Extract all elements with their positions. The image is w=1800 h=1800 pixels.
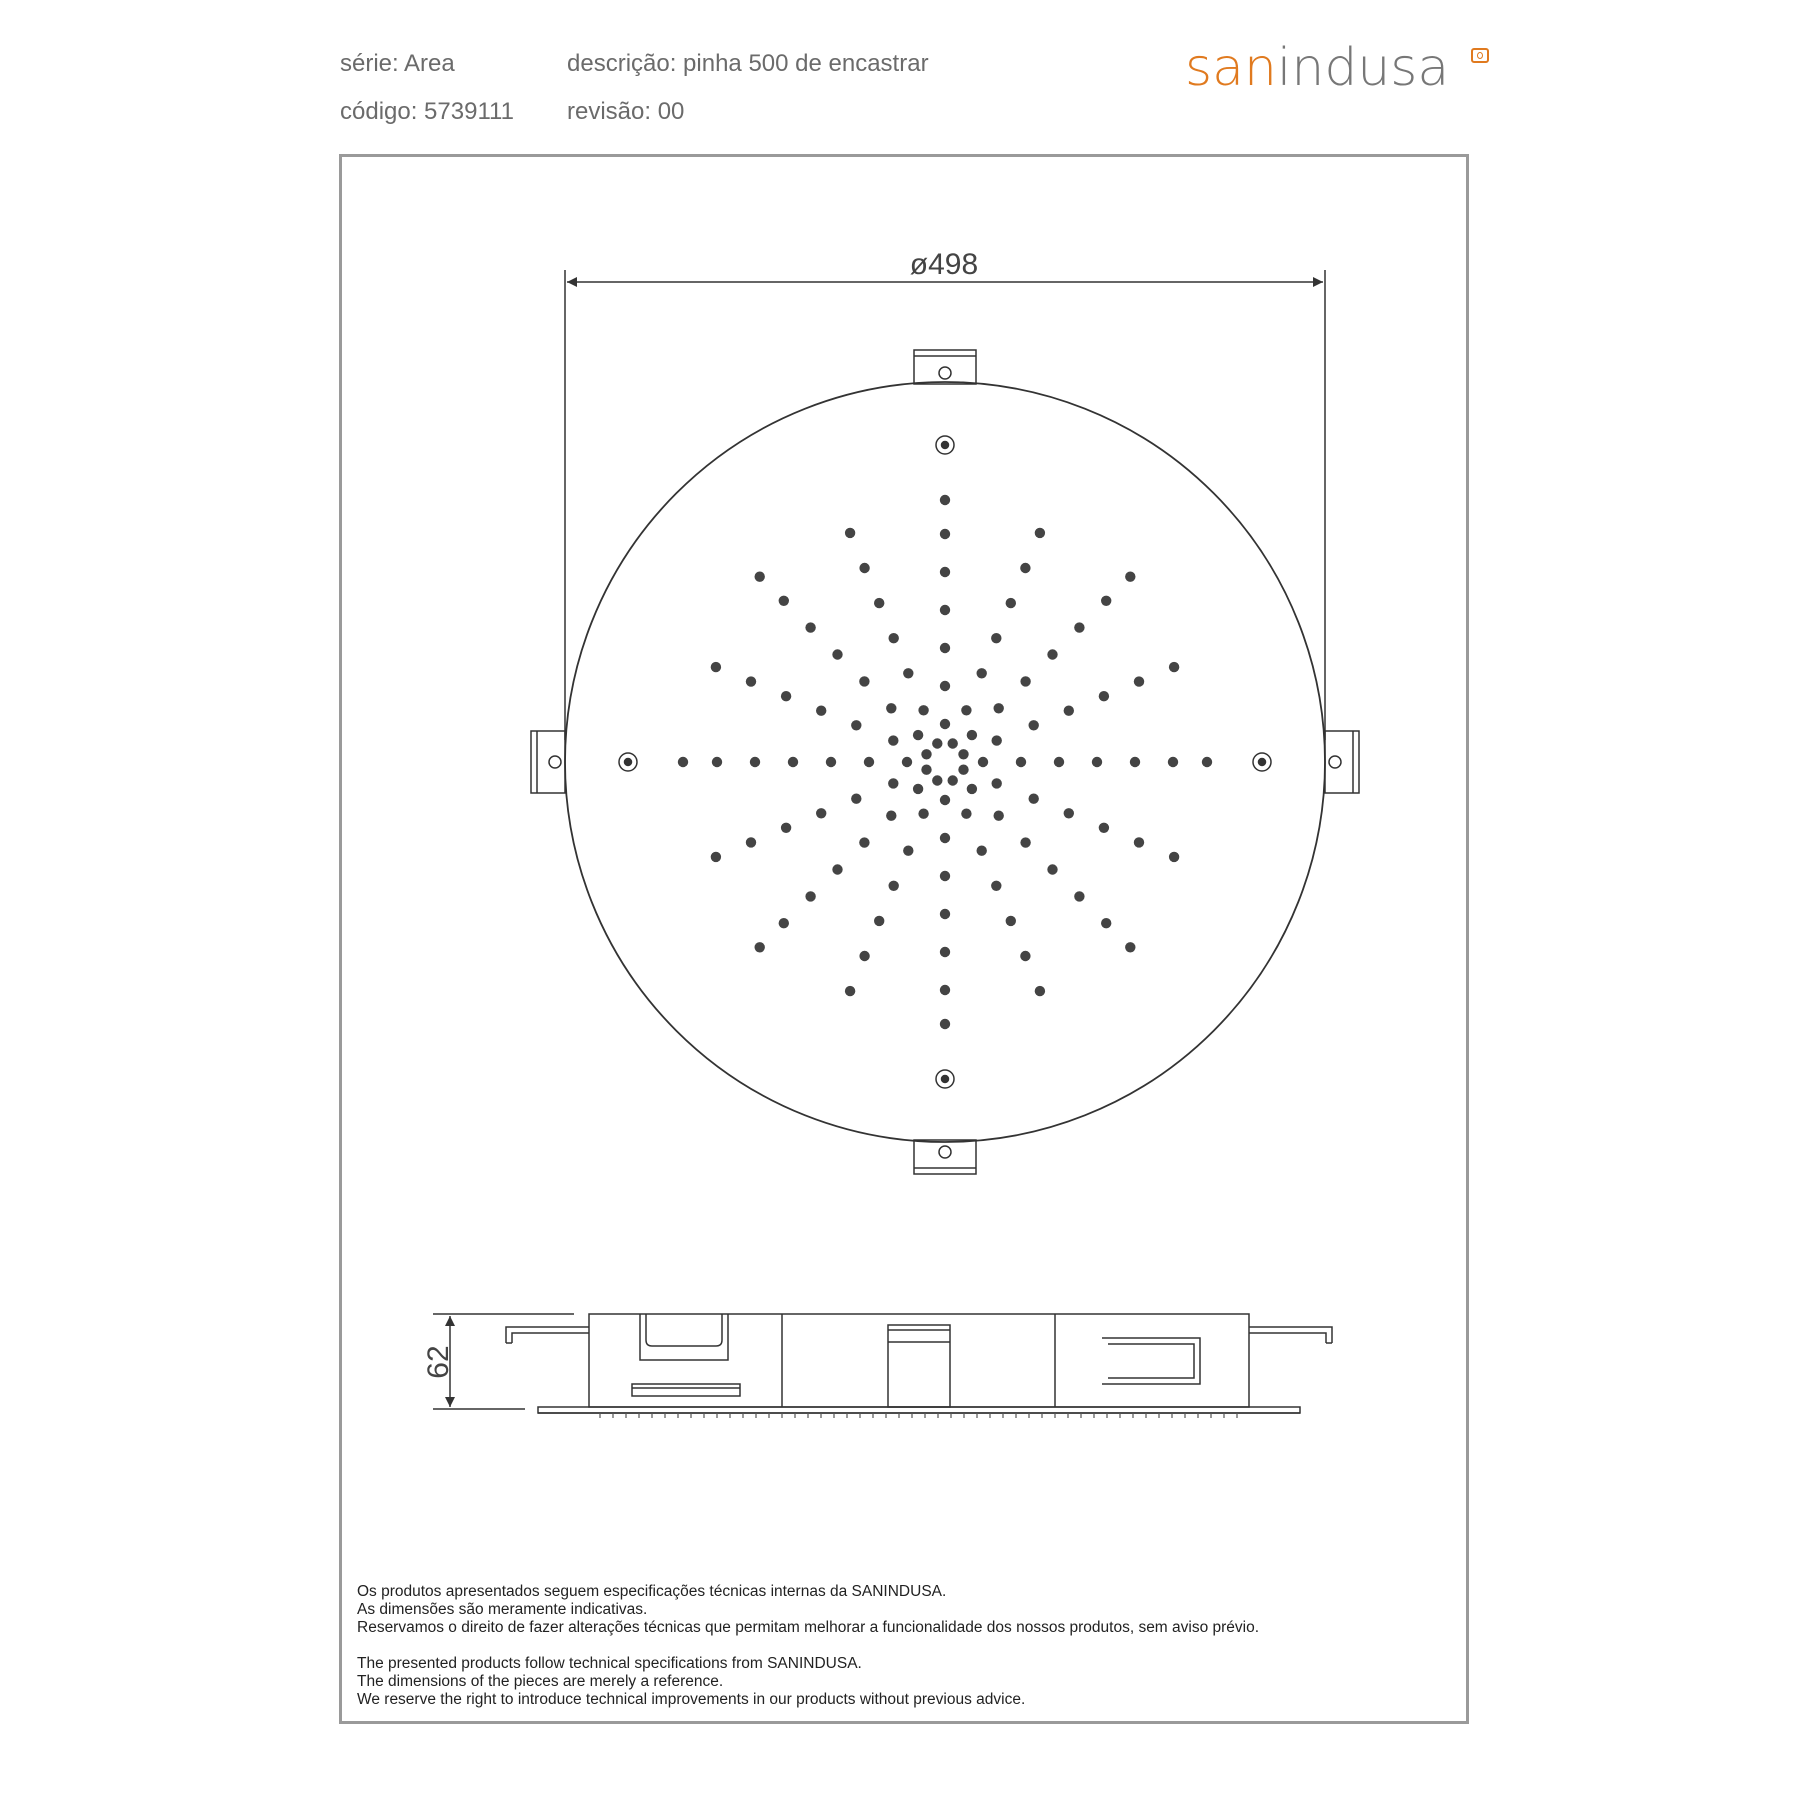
nozzle-dot	[932, 775, 942, 785]
nozzle-dot	[832, 864, 842, 874]
nozzle-dot	[889, 881, 899, 891]
codigo-label: código: 5739111	[340, 98, 514, 125]
nozzle-dot	[992, 778, 1002, 788]
nozzle-dot	[859, 563, 869, 573]
screw-hole-left	[619, 753, 637, 771]
nozzle-dot	[746, 676, 756, 686]
nozzle-dot	[1134, 837, 1144, 847]
nozzle-dot	[788, 757, 798, 767]
nozzle-dot	[832, 649, 842, 659]
nozzle-dot	[864, 757, 874, 767]
nozzle-dot	[1020, 563, 1030, 573]
nozzle-dot	[781, 691, 791, 701]
nozzle-dot	[779, 596, 789, 606]
nozzle-dot	[1020, 837, 1030, 847]
top-view	[531, 270, 1359, 1174]
nozzle-dot	[1029, 720, 1039, 730]
nozzle-dot	[1047, 649, 1057, 659]
nozzle-dot	[779, 918, 789, 928]
nozzle-dot	[826, 757, 836, 767]
faceplate-side	[538, 1407, 1300, 1413]
nozzle-dot	[1169, 852, 1179, 862]
nozzle-dot	[746, 837, 756, 847]
nozzle-dot	[921, 765, 931, 775]
nozzle-dot	[1125, 942, 1135, 952]
nozzle-dot	[1202, 757, 1212, 767]
nozzle-dot	[958, 765, 968, 775]
nozzle-dot	[940, 719, 950, 729]
nozzle-dot	[902, 757, 912, 767]
nozzle-dot	[1074, 622, 1084, 632]
nozzle-dot	[888, 735, 898, 745]
nozzle-dot	[886, 811, 896, 821]
nozzle-dot	[940, 643, 950, 653]
nozzle-dot	[1101, 918, 1111, 928]
nozzle-dot	[918, 809, 928, 819]
nozzle-dot	[1047, 864, 1057, 874]
revisao-label: revisão: 00	[567, 98, 685, 125]
nozzle-dot	[874, 916, 884, 926]
nozzle-dot	[851, 794, 861, 804]
bracket-left	[506, 1327, 589, 1343]
nozzle-dot	[967, 730, 977, 740]
nozzle-dot	[1092, 757, 1102, 767]
nozzle-dot	[940, 1019, 950, 1029]
nozzle-dot	[1130, 757, 1140, 767]
nozzle-dot	[940, 681, 950, 691]
logo-part-indusa: indusa	[1276, 38, 1450, 98]
nozzle-dot	[940, 495, 950, 505]
nozzle-dot	[940, 795, 950, 805]
nozzle-dot	[940, 567, 950, 577]
nozzle-dot	[991, 881, 1001, 891]
nozzle-dot	[750, 757, 760, 767]
center-connector	[888, 1325, 950, 1407]
nozzle-dot	[977, 846, 987, 856]
nozzle-dot	[918, 705, 928, 715]
nozzle-dot	[948, 775, 958, 785]
nozzle-dot	[967, 784, 977, 794]
nozzle-dot	[859, 676, 869, 686]
diameter-label: ø498	[909, 248, 979, 281]
inner-chamber-left	[640, 1314, 728, 1360]
nozzle-dot	[859, 837, 869, 847]
inner-chamber-right	[1102, 1338, 1200, 1384]
nozzle-dot	[1074, 891, 1084, 901]
nozzle-dot	[1029, 794, 1039, 804]
nozzle-dot	[1020, 951, 1030, 961]
nozzle-dot	[874, 598, 884, 608]
disclaimer-pt-line-3: Reservamos o direito de fazer alterações técnicas que permitam melhorar a funcionalidade dos nossos produtos, sem aviso prévio.	[357, 1619, 1260, 1636]
descricao-label: descrição: pinha 500 de encastrar	[567, 50, 929, 77]
disclaimer-en-line-3: We reserve the right to introduce technical improvements in our products without previous advice.	[357, 1691, 1026, 1708]
nozzle-dot	[886, 703, 896, 713]
nozzle-dot	[994, 703, 1004, 713]
nozzle-dot	[1125, 572, 1135, 582]
nozzle-dot	[932, 738, 942, 748]
nozzle-dot	[1099, 823, 1109, 833]
nozzle-dot	[1020, 676, 1030, 686]
nozzle-dot	[805, 891, 815, 901]
nozzle-dot	[940, 833, 950, 843]
nozzle-dot	[889, 633, 899, 643]
nozzle-dot	[1054, 757, 1064, 767]
nozzle-dot	[913, 784, 923, 794]
disclaimer-en-line-1: The presented products follow technical specifications from SANINDUSA.	[357, 1655, 862, 1672]
nozzle-dot	[851, 720, 861, 730]
nozzle-dot	[991, 633, 1001, 643]
nozzle-dot	[940, 909, 950, 919]
mounting-tab-left	[531, 731, 565, 793]
nozzle-dot	[1006, 598, 1016, 608]
nozzle-dot	[977, 668, 987, 678]
nozzle-dot	[1168, 757, 1178, 767]
logo-part-san: san	[1185, 38, 1277, 98]
serie-label: série: Area	[340, 50, 455, 77]
side-view	[433, 1314, 1332, 1418]
nozzle-dot	[961, 705, 971, 715]
nozzle-dot	[1006, 916, 1016, 926]
nozzle-dot	[958, 749, 968, 759]
nozzle-dot	[755, 942, 765, 952]
nozzle-dot	[940, 871, 950, 881]
nozzle-dot	[1035, 986, 1045, 996]
nozzle-dot	[678, 757, 688, 767]
nozzle-dot	[1035, 528, 1045, 538]
nozzle-dot	[781, 823, 791, 833]
screw-hole-right	[1253, 753, 1271, 771]
nozzle-dot	[1134, 676, 1144, 686]
nozzle-dot	[805, 622, 815, 632]
nozzle-dot	[961, 809, 971, 819]
nozzle-dot	[994, 811, 1004, 821]
nozzle-dot	[940, 947, 950, 957]
nozzle-pattern	[678, 495, 1212, 1029]
nozzle-dot	[845, 528, 855, 538]
nozzle-dot	[712, 757, 722, 767]
nozzle-dot	[711, 852, 721, 862]
nozzle-dot	[845, 986, 855, 996]
nozzle-dot	[755, 572, 765, 582]
nozzle-dot	[1064, 706, 1074, 716]
nozzle-dot	[1099, 691, 1109, 701]
nozzle-dot	[1064, 808, 1074, 818]
nozzle-dot	[913, 730, 923, 740]
nozzle-dot	[888, 778, 898, 788]
nozzle-dot	[859, 951, 869, 961]
nozzle-dot	[1169, 662, 1179, 672]
nozzle-dot	[816, 706, 826, 716]
disclaimer-en-line-2: The dimensions of the pieces are merely a reference.	[357, 1673, 724, 1690]
nozzle-dot	[903, 668, 913, 678]
mounting-tab-top	[914, 350, 976, 384]
disclaimer-pt-line-2: As dimensões são meramente indicativas.	[357, 1601, 648, 1618]
nozzle-dot	[711, 662, 721, 672]
nozzle-dot	[978, 757, 988, 767]
mounting-tab-right	[1325, 731, 1359, 793]
nozzle-dot	[921, 749, 931, 759]
nozzle-dot	[1016, 757, 1026, 767]
disclaimer-pt-line-1: Os produtos apresentados seguem especificações técnicas internas da SANINDUSA.	[357, 1583, 947, 1600]
screw-hole-top	[936, 436, 954, 454]
nozzle-dot	[948, 738, 958, 748]
nozzle-dot	[940, 985, 950, 995]
mounting-tab-bottom	[914, 1140, 976, 1174]
nozzle-dot	[940, 605, 950, 615]
nozzle-dot	[940, 529, 950, 539]
nozzle-dot	[816, 808, 826, 818]
nozzle-dot	[992, 735, 1002, 745]
bracket-right	[1249, 1327, 1332, 1343]
inner-slot-left	[632, 1384, 740, 1396]
height-label: 62	[422, 1345, 455, 1379]
screw-hole-bottom	[936, 1070, 954, 1088]
nozzle-dot	[1101, 596, 1111, 606]
nozzle-dot	[903, 846, 913, 856]
